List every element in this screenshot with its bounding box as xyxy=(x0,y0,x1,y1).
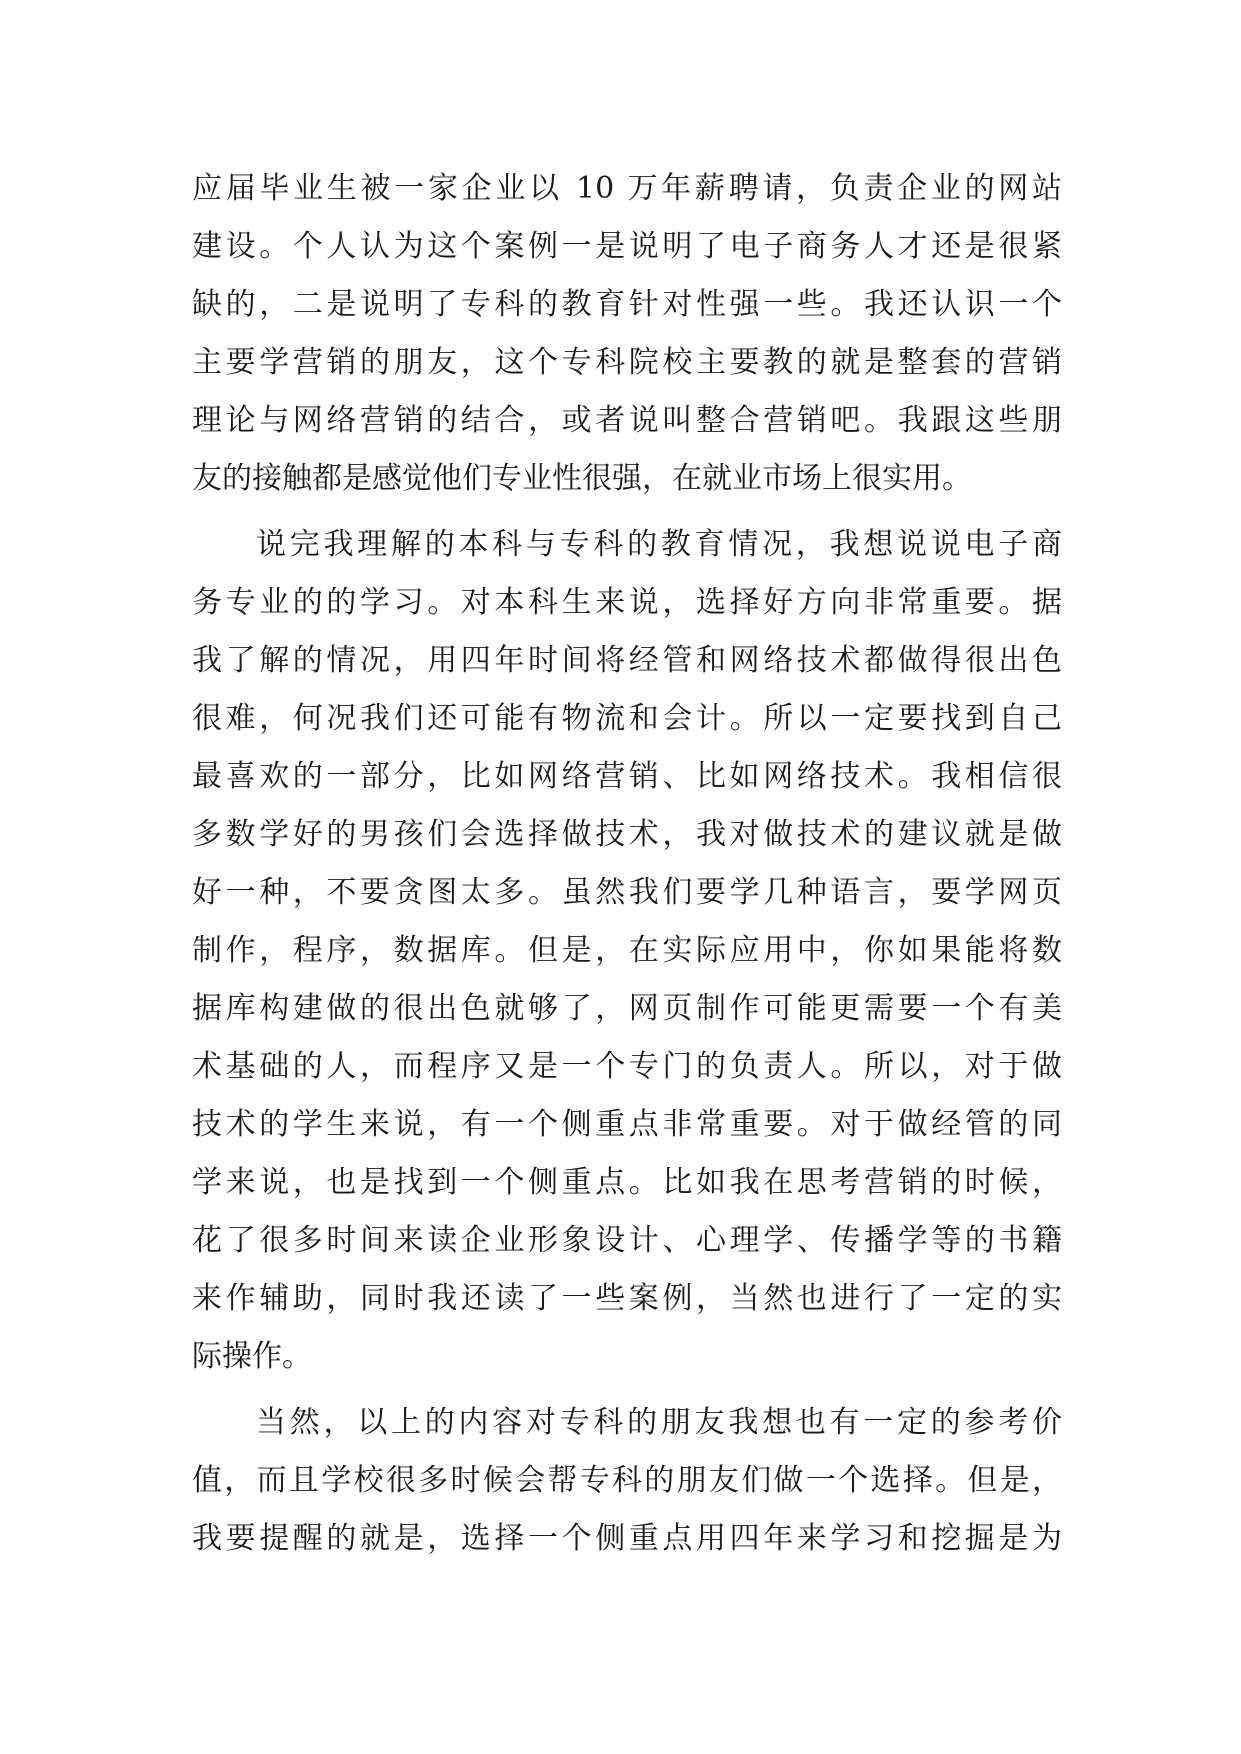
paragraph-2-line-3: 我了解的情况，用四年时间将经管和网络技术都做得很出色 xyxy=(192,643,1062,678)
paragraph-1-line-1: 应届毕业生被一家企业以 10 万年薪聘请，负责企业的网站 xyxy=(192,171,1062,206)
paragraph-2-line-5: 最喜欢的一部分，比如网络营销、比如网络技术。我相信很 xyxy=(192,759,1062,794)
paragraph-2-line-1: 说完我理解的本科与专科的教育情况，我想说说电子商 xyxy=(256,527,1062,562)
paragraph-2-line-14: 来作辅助，同时我还读了一些案例，当然也进行了一定的实 xyxy=(192,1281,1062,1316)
paragraph-2-line-8: 制作，程序，数据库。但是，在实际应用中，你如果能将数 xyxy=(192,933,1062,968)
paragraph-2-line-4: 很难，何况我们还可能有物流和会计。所以一定要找到自己 xyxy=(192,701,1062,736)
paragraph-2-line-15: 际操作。 xyxy=(192,1339,312,1374)
paragraph-3-line-2: 值，而且学校很多时候会帮专科的朋友们做一个选择。但是， xyxy=(192,1463,1062,1498)
paragraph-2-line-7: 好一种，不要贪图太多。虽然我们要学几种语言，要学网页 xyxy=(192,875,1062,910)
paragraph-2-line-13: 花了很多时间来读企业形象设计、心理学、传播学等的书籍 xyxy=(192,1223,1062,1258)
paragraph-3-line-3: 我要提醒的就是，选择一个侧重点用四年来学习和挖掘是为 xyxy=(192,1521,1062,1556)
paragraph-2-line-2: 务专业的的学习。对本科生来说，选择好方向非常重要。据 xyxy=(192,585,1062,620)
paragraph-1-line-6: 友的接触都是感觉他们专业性很强，在就业市场上很实用。 xyxy=(192,461,972,496)
paragraph-2-line-6: 多数学好的男孩们会选择做技术，我对做技术的建议就是做 xyxy=(192,817,1062,852)
paragraph-2-line-11: 技术的学生来说，有一个侧重点非常重要。对于做经管的同 xyxy=(192,1107,1062,1142)
paragraph-3-line-1: 当然，以上的内容对专科的朋友我想也有一定的参考价 xyxy=(256,1405,1062,1440)
paragraph-1-line-5: 理论与网络营销的结合，或者说叫整合营销吧。我跟这些朋 xyxy=(192,403,1062,438)
paragraph-1-line-2: 建设。个人认为这个案例一是说明了电子商务人才还是很紧 xyxy=(192,229,1062,264)
paragraph-2-line-10: 术基础的人，而程序又是一个专门的负责人。所以，对于做 xyxy=(192,1049,1062,1084)
paragraph-2-line-9: 据库构建做的很出色就够了，网页制作可能更需要一个有美 xyxy=(192,991,1062,1026)
paragraph-1-line-4: 主要学营销的朋友，这个专科院校主要教的就是整套的营销 xyxy=(192,345,1062,380)
paragraph-1-line-3: 缺的，二是说明了专科的教育针对性强一些。我还认识一个 xyxy=(192,287,1062,322)
paragraph-2-line-12: 学来说，也是找到一个侧重点。比如我在思考营销的时候， xyxy=(192,1165,1062,1200)
body-text xyxy=(192,160,1062,1568)
